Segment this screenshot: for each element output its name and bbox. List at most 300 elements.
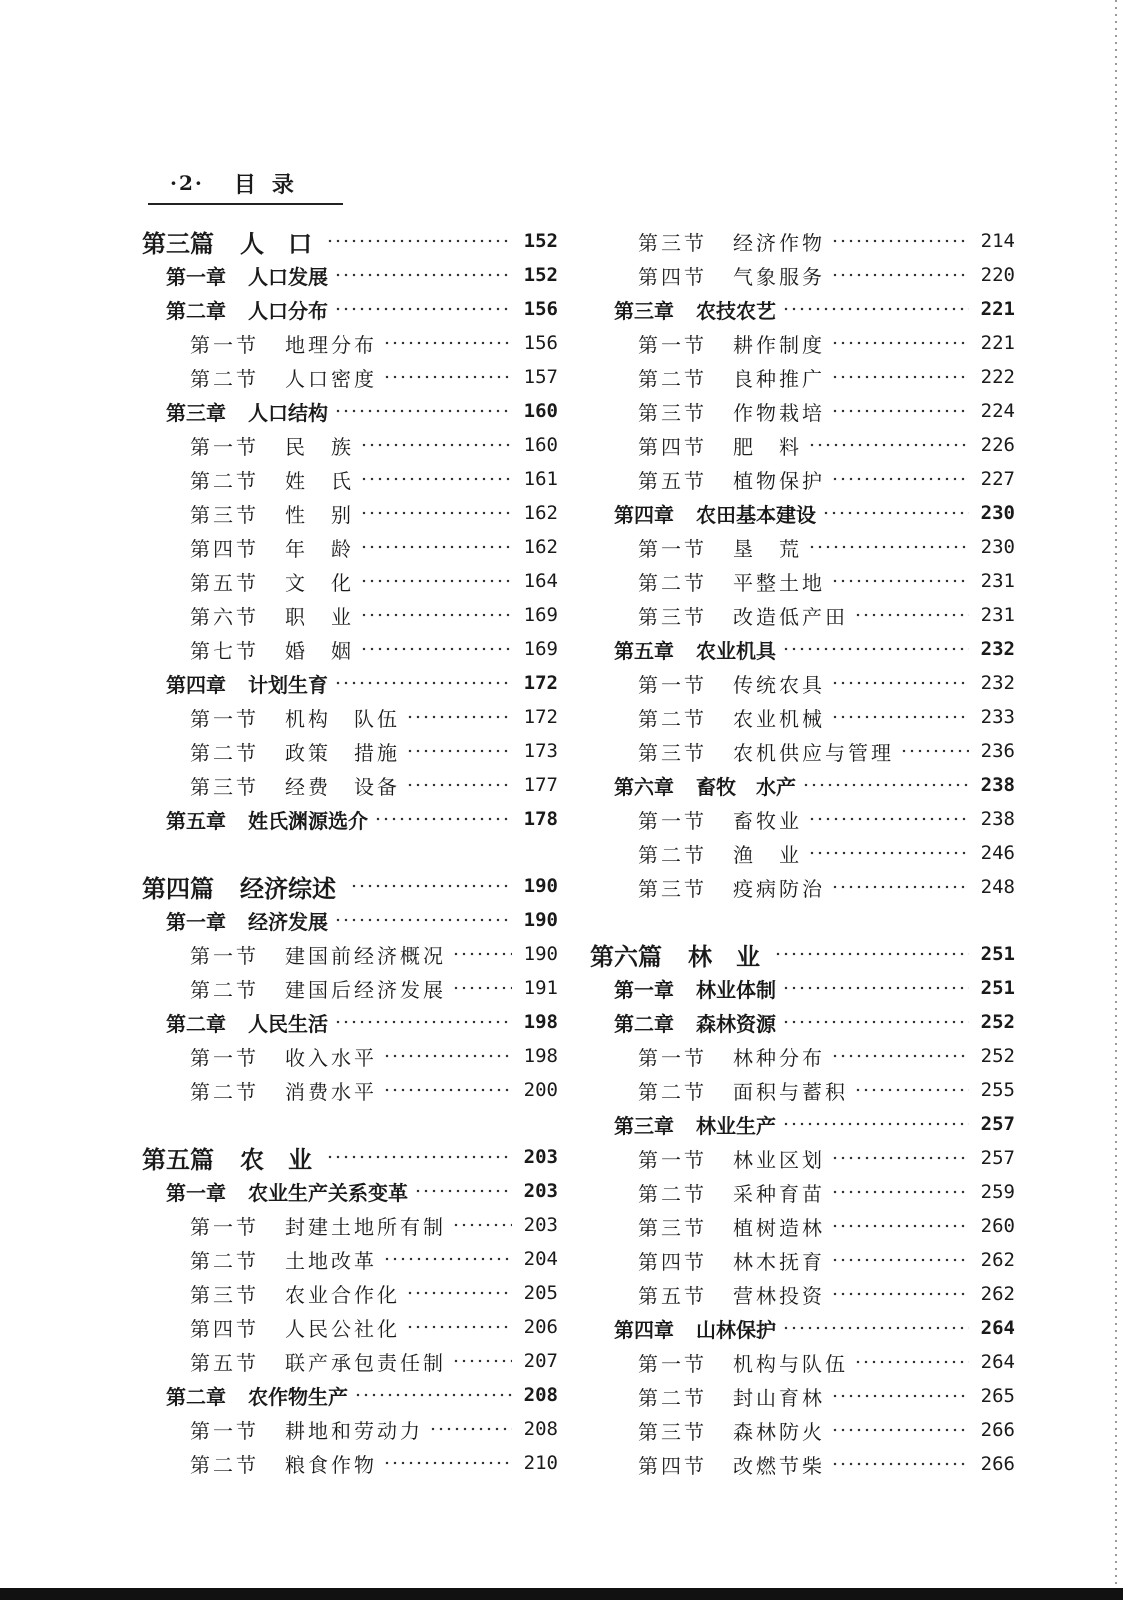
toc-entry-section[interactable] bbox=[590, 1379, 1015, 1413]
toc-entry-part[interactable] bbox=[142, 1140, 558, 1174]
toc-entry-label bbox=[638, 1382, 825, 1411]
toc-entry-page: 259 bbox=[980, 1181, 1015, 1203]
dot-leader bbox=[414, 1189, 512, 1193]
toc-entry-label bbox=[190, 1347, 446, 1376]
toc-entry-label bbox=[638, 1416, 825, 1445]
toc-entry-label bbox=[190, 499, 354, 528]
toc-entry-label bbox=[166, 397, 328, 426]
toc-entry-chapter[interactable] bbox=[142, 1378, 558, 1412]
toc-entry-label bbox=[638, 1280, 825, 1309]
toc-entry-prefix: 第五节 bbox=[190, 1350, 259, 1375]
toc-entry-section[interactable] bbox=[590, 360, 1015, 394]
toc-entry-prefix: 第二节 bbox=[638, 366, 707, 391]
toc-entry-section[interactable] bbox=[590, 428, 1015, 462]
toc-entry-section[interactable] bbox=[590, 1039, 1015, 1073]
toc-entry-title: 姓氏渊源选介 bbox=[248, 808, 368, 833]
toc-entry-section[interactable] bbox=[142, 598, 558, 632]
toc-entry-label bbox=[638, 737, 894, 766]
toc-entry-label bbox=[614, 1110, 776, 1139]
toc-column-right bbox=[590, 224, 1015, 1481]
toc-entry-page: 169 bbox=[523, 604, 558, 626]
toc-entry-page: 220 bbox=[980, 264, 1015, 286]
toc-entry-section[interactable] bbox=[142, 326, 558, 360]
toc-entry-title: 人 口 bbox=[240, 228, 312, 258]
toc-entry-label bbox=[614, 1314, 776, 1343]
toc-entry-page: 208 bbox=[523, 1418, 558, 1440]
toc-entry-prefix: 第二节 bbox=[190, 1079, 259, 1104]
toc-entry-page: 172 bbox=[523, 706, 558, 728]
toc-entry-title: 婚 姻 bbox=[285, 638, 354, 663]
toc-entry-prefix: 第一章 bbox=[166, 909, 226, 934]
toc-entry-label bbox=[190, 1279, 400, 1308]
dot-leader bbox=[831, 1054, 969, 1058]
toc-entry-page: 169 bbox=[523, 638, 558, 660]
dot-leader bbox=[831, 1428, 969, 1432]
toc-entry-page: 224 bbox=[980, 400, 1015, 422]
toc-entry-page: 246 bbox=[980, 842, 1015, 864]
toc-entry-section[interactable] bbox=[590, 802, 1015, 836]
toc-entry-label bbox=[614, 499, 816, 528]
toc-entry-prefix: 第一节 bbox=[638, 672, 707, 697]
toc-entry-title: 农作物生产 bbox=[248, 1384, 348, 1409]
toc-entry-chapter[interactable] bbox=[142, 394, 558, 428]
toc-entry-section[interactable] bbox=[142, 462, 558, 496]
toc-entry-label bbox=[614, 771, 796, 800]
toc-entry-section[interactable] bbox=[590, 530, 1015, 564]
dot-leader bbox=[831, 885, 969, 889]
page-title: 目录 bbox=[233, 171, 310, 198]
toc-entry-title: 森林资源 bbox=[696, 1011, 776, 1036]
toc-entry-label bbox=[638, 329, 825, 358]
toc-entry-chapter[interactable] bbox=[590, 768, 1015, 802]
toc-entry-chapter[interactable] bbox=[590, 971, 1015, 1005]
toc-entry-title: 耕作制度 bbox=[733, 332, 825, 357]
toc-entry-label bbox=[638, 703, 825, 732]
toc-entry-section[interactable] bbox=[142, 937, 558, 971]
toc-entry-section[interactable] bbox=[590, 1345, 1015, 1379]
toc-entry-page: 207 bbox=[523, 1350, 558, 1372]
toc-entry-label bbox=[638, 1212, 825, 1241]
dot-leader bbox=[334, 681, 512, 685]
toc-entry-chapter[interactable] bbox=[142, 1174, 558, 1208]
toc-entry-prefix: 第二节 bbox=[638, 1079, 707, 1104]
dot-leader bbox=[383, 375, 512, 379]
toc-entry-title: 联产承包责任制 bbox=[285, 1350, 446, 1375]
toc-entry-page: 262 bbox=[980, 1249, 1015, 1271]
toc-entry-section[interactable] bbox=[142, 1344, 558, 1378]
dot-leader bbox=[808, 851, 969, 855]
toc-entry-section[interactable] bbox=[590, 1413, 1015, 1447]
toc-entry-page: 233 bbox=[980, 706, 1015, 728]
toc-entry-title: 农技农艺 bbox=[696, 298, 776, 323]
toc-entry-prefix: 第三节 bbox=[638, 400, 707, 425]
toc-entry-chapter[interactable] bbox=[142, 802, 558, 836]
toc-entry-label bbox=[614, 635, 776, 664]
page-number: ·2· bbox=[170, 171, 204, 195]
toc-entry-section[interactable] bbox=[590, 734, 1015, 768]
toc-entry-title: 农田基本建设 bbox=[696, 502, 816, 527]
toc-entry-title: 人口分布 bbox=[248, 298, 328, 323]
toc-entry-section[interactable] bbox=[590, 224, 1015, 258]
dot-leader bbox=[360, 613, 512, 617]
toc-entry-title: 耕地和劳动力 bbox=[285, 1418, 423, 1443]
dot-leader bbox=[782, 1020, 969, 1024]
toc-entry-title: 农业机具 bbox=[696, 638, 776, 663]
toc-entry-prefix: 第三节 bbox=[638, 1215, 707, 1240]
toc-entry-prefix: 第二节 bbox=[190, 468, 259, 493]
toc-entry-page: 264 bbox=[980, 1317, 1015, 1339]
toc-entry-prefix: 第二章 bbox=[166, 1384, 226, 1409]
toc-entry-page: 152 bbox=[523, 264, 558, 286]
toc-entry-label bbox=[166, 669, 328, 698]
toc-entry-prefix: 第一节 bbox=[638, 1147, 707, 1172]
toc-column-left bbox=[142, 224, 558, 1480]
toc-entry-section[interactable] bbox=[590, 836, 1015, 870]
toc-entry-prefix: 第五节 bbox=[638, 1283, 707, 1308]
toc-entry-label bbox=[190, 1042, 377, 1071]
toc-entry-title: 性 别 bbox=[285, 502, 354, 527]
toc-entry-page: 161 bbox=[523, 468, 558, 490]
toc-entry-section[interactable] bbox=[590, 1209, 1015, 1243]
dot-leader bbox=[802, 783, 969, 787]
toc-entry-section[interactable] bbox=[590, 1243, 1015, 1277]
toc-entry-page: 160 bbox=[523, 400, 558, 422]
toc-entry-label bbox=[638, 1246, 825, 1275]
toc-entry-section[interactable] bbox=[142, 564, 558, 598]
toc-entry-section[interactable] bbox=[590, 394, 1015, 428]
toc-entry-prefix: 第四章 bbox=[614, 1317, 674, 1342]
toc-gap bbox=[142, 836, 558, 869]
toc-entry-part[interactable] bbox=[590, 937, 1015, 971]
toc-entry-section[interactable] bbox=[142, 1073, 558, 1107]
toc-entry-page: 227 bbox=[980, 468, 1015, 490]
dot-leader bbox=[334, 409, 512, 413]
toc-entry-prefix: 第六节 bbox=[190, 604, 259, 629]
toc-entry-label bbox=[638, 1042, 825, 1071]
toc-entry-page: 200 bbox=[523, 1079, 558, 1101]
toc-entry-chapter[interactable] bbox=[590, 292, 1015, 326]
toc-entry-section[interactable] bbox=[142, 700, 558, 734]
toc-entry-title: 改造低产田 bbox=[733, 604, 848, 629]
toc-entry-page: 238 bbox=[980, 808, 1015, 830]
toc-entry-prefix: 第四章 bbox=[166, 672, 226, 697]
toc-entry-prefix: 第二节 bbox=[190, 740, 259, 765]
toc-entry-label bbox=[638, 261, 825, 290]
toc-entry-page: 203 bbox=[523, 1180, 558, 1202]
dot-leader bbox=[354, 1393, 512, 1397]
toc-entry-label bbox=[190, 771, 400, 800]
toc-entry-page: 205 bbox=[523, 1282, 558, 1304]
toc-entry-part[interactable] bbox=[142, 224, 558, 258]
toc-entry-page: 156 bbox=[523, 298, 558, 320]
toc-entry-prefix: 第三章 bbox=[166, 400, 226, 425]
toc-entry-title: 经济发展 bbox=[248, 909, 328, 934]
dot-leader bbox=[452, 952, 512, 956]
toc-entry-page: 203 bbox=[523, 1146, 558, 1168]
dot-leader bbox=[326, 239, 512, 243]
toc-entry-label bbox=[638, 363, 825, 392]
toc-entry-title: 农业生产关系变革 bbox=[248, 1180, 408, 1205]
toc-entry-section[interactable] bbox=[142, 1208, 558, 1242]
dot-leader bbox=[831, 409, 969, 413]
toc-entry-prefix: 第三节 bbox=[190, 1282, 259, 1307]
toc-entry-section[interactable] bbox=[142, 632, 558, 666]
dot-leader bbox=[334, 918, 512, 922]
toc-entry-title: 人民公社化 bbox=[285, 1316, 400, 1341]
toc-entry-label bbox=[638, 601, 848, 630]
dot-leader bbox=[406, 1325, 512, 1329]
toc-entry-section[interactable] bbox=[590, 1447, 1015, 1481]
toc-entry-label bbox=[190, 601, 354, 630]
dot-leader bbox=[360, 477, 512, 481]
dot-leader bbox=[383, 1088, 512, 1092]
dot-leader bbox=[831, 375, 969, 379]
toc-entry-page: 238 bbox=[980, 774, 1015, 796]
toc-entry-page: 252 bbox=[980, 1045, 1015, 1067]
dot-leader bbox=[808, 443, 969, 447]
toc-entry-section[interactable] bbox=[142, 496, 558, 530]
toc-entry-prefix: 第二章 bbox=[166, 298, 226, 323]
toc-entry-prefix: 第六章 bbox=[614, 774, 674, 799]
toc-entry-chapter[interactable] bbox=[590, 1005, 1015, 1039]
toc-entry-title: 建国前经济概况 bbox=[285, 943, 446, 968]
toc-gap bbox=[142, 1107, 558, 1140]
toc-entry-label bbox=[190, 737, 400, 766]
toc-entry-prefix: 第一节 bbox=[638, 332, 707, 357]
toc-entry-prefix: 第四节 bbox=[638, 434, 707, 459]
dot-leader bbox=[406, 749, 512, 753]
toc-entry-title: 气象服务 bbox=[733, 264, 825, 289]
toc-entry-page: 191 bbox=[523, 977, 558, 999]
dot-leader bbox=[831, 579, 969, 583]
toc-entry-section[interactable] bbox=[142, 1276, 558, 1310]
toc-entry-prefix: 第二节 bbox=[638, 842, 707, 867]
toc-entry-page: 214 bbox=[980, 230, 1015, 252]
dot-leader bbox=[383, 1257, 512, 1261]
dot-leader bbox=[350, 884, 512, 888]
toc-entry-title: 改燃节柴 bbox=[733, 1453, 825, 1478]
toc-entry-label bbox=[614, 1008, 776, 1037]
toc-entry-chapter[interactable] bbox=[142, 903, 558, 937]
toc-entry-title: 畜牧 水产 bbox=[696, 774, 796, 799]
toc-entry-title: 民 族 bbox=[285, 434, 354, 459]
toc-entry-prefix: 第一章 bbox=[614, 977, 674, 1002]
toc-entry-page: 208 bbox=[523, 1384, 558, 1406]
dot-leader bbox=[360, 545, 512, 549]
toc-entry-chapter[interactable] bbox=[590, 1107, 1015, 1141]
toc-entry-prefix: 第七节 bbox=[190, 638, 259, 663]
toc-entry-label bbox=[190, 1449, 377, 1478]
toc-entry-page: 173 bbox=[523, 740, 558, 762]
toc-entry-chapter[interactable] bbox=[142, 1005, 558, 1039]
toc-entry-title: 林 业 bbox=[688, 941, 760, 971]
toc-entry-label bbox=[190, 363, 377, 392]
toc-entry-section[interactable] bbox=[142, 530, 558, 564]
toc-entry-label bbox=[638, 533, 802, 562]
toc-entry-section[interactable] bbox=[142, 971, 558, 1005]
toc-entry-label bbox=[166, 1177, 408, 1206]
toc-entry-page: 232 bbox=[980, 638, 1015, 660]
dot-leader bbox=[808, 545, 969, 549]
toc-entry-page: 204 bbox=[523, 1248, 558, 1270]
toc-entry-part[interactable] bbox=[142, 869, 558, 903]
toc-entry-section[interactable] bbox=[142, 1412, 558, 1446]
dot-leader bbox=[831, 1462, 969, 1466]
toc-entry-section[interactable] bbox=[142, 734, 558, 768]
toc-entry-label bbox=[166, 295, 328, 324]
toc-entry-label bbox=[638, 397, 825, 426]
toc-entry-section[interactable] bbox=[142, 1310, 558, 1344]
toc-entry-label bbox=[638, 1450, 825, 1479]
toc-entry-title: 建国后经济发展 bbox=[285, 977, 446, 1002]
toc-entry-prefix: 第四节 bbox=[638, 1249, 707, 1274]
toc-entry-page: 162 bbox=[523, 502, 558, 524]
toc-entry-title: 年 龄 bbox=[285, 536, 354, 561]
toc-entry-label bbox=[614, 295, 776, 324]
toc-entry-section[interactable] bbox=[590, 1277, 1015, 1311]
toc-entry-prefix: 第二节 bbox=[190, 1248, 259, 1273]
toc-entry-chapter[interactable] bbox=[590, 1311, 1015, 1345]
toc-entry-label bbox=[638, 839, 802, 868]
toc-entry-title: 地理分布 bbox=[285, 332, 377, 357]
toc-entry-title: 封建土地所有制 bbox=[285, 1214, 446, 1239]
toc-entry-title: 植树造林 bbox=[733, 1215, 825, 1240]
toc-entry-page: 198 bbox=[523, 1045, 558, 1067]
toc-entry-chapter[interactable] bbox=[142, 666, 558, 700]
toc-entry-section[interactable] bbox=[590, 598, 1015, 632]
toc-entry-prefix: 第三节 bbox=[638, 740, 707, 765]
toc-entry-label bbox=[190, 465, 354, 494]
toc-entry-title: 消费水平 bbox=[285, 1079, 377, 1104]
toc-entry-section[interactable] bbox=[590, 700, 1015, 734]
toc-entry-label bbox=[166, 261, 328, 290]
toc-entry-label bbox=[190, 940, 446, 969]
dot-leader bbox=[406, 715, 512, 719]
dot-leader bbox=[831, 477, 969, 481]
dot-leader bbox=[782, 986, 969, 990]
toc-entry-prefix: 第一节 bbox=[190, 1418, 259, 1443]
dot-leader bbox=[782, 307, 969, 311]
toc-entry-section[interactable] bbox=[590, 1175, 1015, 1209]
toc-entry-title: 林业区划 bbox=[733, 1147, 825, 1172]
toc-entry-label bbox=[190, 431, 354, 460]
toc-entry-prefix: 第一节 bbox=[638, 536, 707, 561]
toc-entry-chapter[interactable] bbox=[590, 632, 1015, 666]
toc-entry-prefix: 第二节 bbox=[638, 1385, 707, 1410]
toc-entry-page: 257 bbox=[980, 1147, 1015, 1169]
toc-entry-section[interactable] bbox=[590, 1073, 1015, 1107]
toc-entry-section[interactable] bbox=[590, 326, 1015, 360]
dot-leader bbox=[360, 647, 512, 651]
toc-entry-section[interactable] bbox=[142, 360, 558, 394]
toc-entry-page: 255 bbox=[980, 1079, 1015, 1101]
toc-entry-prefix: 第二节 bbox=[638, 706, 707, 731]
toc-entry-page: 221 bbox=[980, 298, 1015, 320]
toc-entry-label bbox=[166, 1381, 348, 1410]
toc-entry-chapter[interactable] bbox=[142, 292, 558, 326]
dot-leader bbox=[782, 1122, 969, 1126]
dot-leader bbox=[334, 307, 512, 311]
dot-leader bbox=[774, 952, 969, 956]
toc-entry-label bbox=[190, 635, 354, 664]
toc-entry-title: 人口发展 bbox=[248, 264, 328, 289]
toc-entry-prefix: 第二节 bbox=[638, 570, 707, 595]
toc-entry-section[interactable] bbox=[590, 564, 1015, 598]
toc-entry-label bbox=[614, 974, 776, 1003]
toc-entry-title: 经费 设备 bbox=[285, 774, 400, 799]
dot-leader bbox=[452, 986, 512, 990]
dot-leader bbox=[429, 1427, 512, 1431]
toc-entry-prefix: 第三章 bbox=[614, 1113, 674, 1138]
toc-entry-title: 肥 料 bbox=[733, 434, 802, 459]
toc-entry-chapter[interactable] bbox=[590, 496, 1015, 530]
toc-entry-prefix: 第三节 bbox=[638, 876, 707, 901]
toc-entry-section[interactable] bbox=[590, 870, 1015, 904]
dot-leader bbox=[831, 681, 969, 685]
toc-entry-chapter[interactable] bbox=[142, 258, 558, 292]
toc-entry-title: 平整土地 bbox=[733, 570, 825, 595]
toc-entry-title: 政策 措施 bbox=[285, 740, 400, 765]
toc-entry-prefix: 第一节 bbox=[638, 808, 707, 833]
toc-entry-title: 人口结构 bbox=[248, 400, 328, 425]
toc-entry-section[interactable] bbox=[142, 1242, 558, 1276]
toc-entry-section[interactable] bbox=[142, 428, 558, 462]
toc-entry-title: 山林保护 bbox=[696, 1317, 776, 1342]
toc-entry-page: 266 bbox=[980, 1419, 1015, 1441]
toc-entry-section[interactable] bbox=[590, 1141, 1015, 1175]
toc-entry-section[interactable] bbox=[590, 258, 1015, 292]
dot-leader bbox=[452, 1223, 512, 1227]
toc-entry-section[interactable] bbox=[590, 666, 1015, 700]
toc-entry-prefix: 第一节 bbox=[638, 1045, 707, 1070]
toc-entry-title: 封山育林 bbox=[733, 1385, 825, 1410]
toc-entry-prefix: 第一节 bbox=[190, 1045, 259, 1070]
toc-entry-title: 渔 业 bbox=[733, 842, 802, 867]
toc-entry-page: 164 bbox=[523, 570, 558, 592]
toc-entry-section[interactable] bbox=[142, 1039, 558, 1073]
dot-leader bbox=[782, 1326, 969, 1330]
toc-entry-prefix: 第二章 bbox=[614, 1011, 674, 1036]
toc-entry-prefix: 第四节 bbox=[190, 1316, 259, 1341]
toc-entry-title: 经济作物 bbox=[733, 230, 825, 255]
toc-entry-prefix: 第一章 bbox=[166, 1180, 226, 1205]
toc-gap bbox=[590, 904, 1015, 937]
toc-entry-label bbox=[638, 465, 825, 494]
dot-leader bbox=[854, 1088, 969, 1092]
dot-leader bbox=[831, 1292, 969, 1296]
toc-entry-label bbox=[190, 1313, 400, 1342]
toc-entry-page: 257 bbox=[980, 1113, 1015, 1135]
toc-entry-section[interactable] bbox=[142, 768, 558, 802]
toc-entry-section[interactable] bbox=[590, 462, 1015, 496]
toc-entry-label bbox=[190, 1076, 377, 1105]
dot-leader bbox=[831, 1156, 969, 1160]
toc-entry-page: 190 bbox=[523, 909, 558, 931]
toc-entry-page: 252 bbox=[980, 1011, 1015, 1033]
toc-entry-title: 植物保护 bbox=[733, 468, 825, 493]
dot-leader bbox=[360, 443, 512, 447]
dot-leader bbox=[326, 1155, 512, 1159]
toc-entry-page: 222 bbox=[980, 366, 1015, 388]
toc-entry-label bbox=[638, 567, 825, 596]
toc-entry-title: 机构与队伍 bbox=[733, 1351, 848, 1376]
toc-entry-page: 265 bbox=[980, 1385, 1015, 1407]
toc-entry-section[interactable] bbox=[142, 1446, 558, 1480]
dot-leader bbox=[808, 817, 969, 821]
scan-edge-marks bbox=[1115, 0, 1117, 1600]
toc-entry-prefix: 第三章 bbox=[614, 298, 674, 323]
toc-entry-prefix: 第五篇 bbox=[142, 1144, 214, 1174]
